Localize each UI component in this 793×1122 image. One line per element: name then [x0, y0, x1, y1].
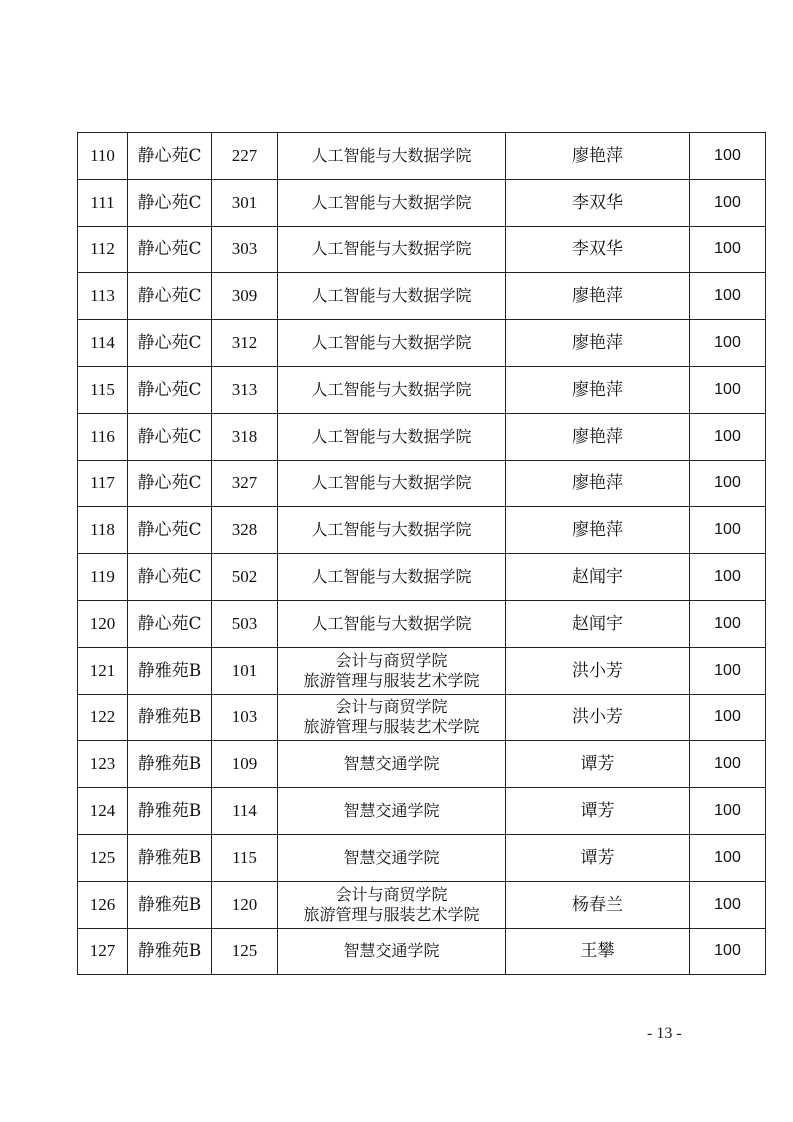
- score-cell: 100: [690, 133, 766, 180]
- table-row: [78, 834, 766, 881]
- college-cell: [278, 413, 506, 460]
- table-row: [78, 320, 766, 367]
- building-cell: 静雅苑B: [128, 647, 212, 694]
- building-cell: 静心苑C: [128, 226, 212, 273]
- college-name: 旅游管理与服装艺术学院: [303, 670, 480, 690]
- row-number-cell: 116: [78, 413, 128, 460]
- building-cell: 静心苑C: [128, 460, 212, 507]
- row-number-cell: 121: [78, 647, 128, 694]
- building-cell: 静心苑C: [128, 554, 212, 601]
- college-cell: [278, 460, 506, 507]
- college-name: 会计与商贸学院: [335, 650, 448, 670]
- room-cell: 101: [212, 647, 278, 694]
- college-cell: [278, 133, 506, 180]
- building-cell: 静心苑C: [128, 320, 212, 367]
- teacher-cell: 洪小芳: [506, 694, 690, 741]
- college-name: 人工智能与大数据学院: [311, 192, 472, 212]
- college-name: 智慧交通学院: [343, 941, 440, 961]
- row-number-cell: 120: [78, 600, 128, 647]
- score-cell: 100: [690, 320, 766, 367]
- building-cell: 静雅苑B: [128, 694, 212, 741]
- table-body: [78, 133, 766, 975]
- table-row: [78, 647, 766, 694]
- table-row: [78, 413, 766, 460]
- room-cell: 503: [212, 600, 278, 647]
- row-number-cell: 113: [78, 273, 128, 320]
- table-row: [78, 928, 766, 975]
- teacher-cell: 谭芳: [506, 788, 690, 835]
- dormitory-score-table: [77, 132, 766, 975]
- score-cell: 100: [690, 834, 766, 881]
- score-cell: 100: [690, 881, 766, 928]
- college-name: 人工智能与大数据学院: [311, 473, 472, 493]
- college-name: 人工智能与大数据学院: [311, 145, 472, 165]
- row-number-cell: 124: [78, 788, 128, 835]
- building-cell: 静雅苑B: [128, 741, 212, 788]
- table-row: [78, 460, 766, 507]
- row-number-cell: 125: [78, 834, 128, 881]
- college-cell: [278, 647, 506, 694]
- college-name: 旅游管理与服装艺术学院: [303, 717, 480, 737]
- table-row: [78, 507, 766, 554]
- college-cell: [278, 741, 506, 788]
- teacher-cell: 洪小芳: [506, 647, 690, 694]
- row-number-cell: 122: [78, 694, 128, 741]
- teacher-cell: 杨春兰: [506, 881, 690, 928]
- college-cell: [278, 366, 506, 413]
- table-row: [78, 881, 766, 928]
- table-row: [78, 600, 766, 647]
- room-cell: 115: [212, 834, 278, 881]
- college-cell: [278, 273, 506, 320]
- college-name: 人工智能与大数据学院: [311, 567, 472, 587]
- row-number-cell: 127: [78, 928, 128, 975]
- college-cell: [278, 179, 506, 226]
- college-cell: [278, 554, 506, 601]
- row-number-cell: 119: [78, 554, 128, 601]
- building-cell: 静雅苑B: [128, 928, 212, 975]
- table-row: [78, 694, 766, 741]
- college-name: 智慧交通学院: [343, 801, 440, 821]
- college-name: 人工智能与大数据学院: [311, 520, 472, 540]
- room-cell: 312: [212, 320, 278, 367]
- score-cell: 100: [690, 507, 766, 554]
- score-cell: 100: [690, 928, 766, 975]
- teacher-cell: 廖艳萍: [506, 460, 690, 507]
- row-number-cell: 110: [78, 133, 128, 180]
- row-number-cell: 114: [78, 320, 128, 367]
- teacher-cell: 谭芳: [506, 834, 690, 881]
- score-cell: 100: [690, 554, 766, 601]
- college-cell: [278, 694, 506, 741]
- score-cell: 100: [690, 226, 766, 273]
- teacher-cell: 谭芳: [506, 741, 690, 788]
- college-name: 人工智能与大数据学院: [311, 379, 472, 399]
- room-cell: 309: [212, 273, 278, 320]
- college-name: 人工智能与大数据学院: [311, 239, 472, 259]
- college-name: 智慧交通学院: [343, 754, 440, 774]
- row-number-cell: 123: [78, 741, 128, 788]
- teacher-cell: 廖艳萍: [506, 366, 690, 413]
- table-row: [78, 179, 766, 226]
- room-cell: 327: [212, 460, 278, 507]
- college-name: 会计与商贸学院: [335, 884, 448, 904]
- teacher-cell: 李双华: [506, 226, 690, 273]
- building-cell: 静心苑C: [128, 600, 212, 647]
- building-cell: 静雅苑B: [128, 834, 212, 881]
- room-cell: 301: [212, 179, 278, 226]
- room-cell: 502: [212, 554, 278, 601]
- building-cell: 静心苑C: [128, 133, 212, 180]
- teacher-cell: 廖艳萍: [506, 273, 690, 320]
- building-cell: 静心苑C: [128, 179, 212, 226]
- college-name: 人工智能与大数据学院: [311, 333, 472, 353]
- score-cell: 100: [690, 694, 766, 741]
- college-cell: [278, 226, 506, 273]
- building-cell: 静心苑C: [128, 507, 212, 554]
- score-cell: 100: [690, 788, 766, 835]
- teacher-cell: 李双华: [506, 179, 690, 226]
- score-cell: 100: [690, 647, 766, 694]
- room-cell: 109: [212, 741, 278, 788]
- row-number-cell: 112: [78, 226, 128, 273]
- college-cell: [278, 834, 506, 881]
- score-cell: 100: [690, 366, 766, 413]
- teacher-cell: 廖艳萍: [506, 507, 690, 554]
- table-row: [78, 273, 766, 320]
- building-cell: 静心苑C: [128, 366, 212, 413]
- college-name: 人工智能与大数据学院: [311, 286, 472, 306]
- row-number-cell: 111: [78, 179, 128, 226]
- room-cell: 303: [212, 226, 278, 273]
- teacher-cell: 廖艳萍: [506, 133, 690, 180]
- table-row: [78, 133, 766, 180]
- college-cell: [278, 881, 506, 928]
- row-number-cell: 117: [78, 460, 128, 507]
- score-cell: 100: [690, 741, 766, 788]
- college-name: 人工智能与大数据学院: [311, 613, 472, 633]
- score-cell: 100: [690, 600, 766, 647]
- score-cell: 100: [690, 413, 766, 460]
- score-cell: 100: [690, 460, 766, 507]
- table-row: [78, 788, 766, 835]
- room-cell: 328: [212, 507, 278, 554]
- room-cell: 125: [212, 928, 278, 975]
- college-cell: [278, 928, 506, 975]
- teacher-cell: 廖艳萍: [506, 413, 690, 460]
- room-cell: 313: [212, 366, 278, 413]
- score-cell: 100: [690, 273, 766, 320]
- room-cell: 318: [212, 413, 278, 460]
- building-cell: 静雅苑B: [128, 881, 212, 928]
- table-row: [78, 226, 766, 273]
- college-cell: [278, 320, 506, 367]
- college-cell: [278, 600, 506, 647]
- table-row: [78, 366, 766, 413]
- table-row: [78, 554, 766, 601]
- teacher-cell: 赵闻宇: [506, 600, 690, 647]
- college-cell: [278, 507, 506, 554]
- teacher-cell: 王攀: [506, 928, 690, 975]
- college-name: 会计与商贸学院: [335, 697, 448, 717]
- room-cell: 103: [212, 694, 278, 741]
- room-cell: 227: [212, 133, 278, 180]
- row-number-cell: 115: [78, 366, 128, 413]
- teacher-cell: 廖艳萍: [506, 320, 690, 367]
- row-number-cell: 118: [78, 507, 128, 554]
- page-number: - 13 -: [647, 1025, 682, 1042]
- room-cell: 114: [212, 788, 278, 835]
- building-cell: 静心苑C: [128, 273, 212, 320]
- room-cell: 120: [212, 881, 278, 928]
- teacher-cell: 赵闻宇: [506, 554, 690, 601]
- college-name: 智慧交通学院: [343, 847, 440, 867]
- college-cell: [278, 788, 506, 835]
- building-cell: 静心苑C: [128, 413, 212, 460]
- building-cell: 静雅苑B: [128, 788, 212, 835]
- college-name: 旅游管理与服装艺术学院: [303, 904, 480, 924]
- score-cell: 100: [690, 179, 766, 226]
- college-name: 人工智能与大数据学院: [311, 426, 472, 446]
- table-row: [78, 741, 766, 788]
- row-number-cell: 126: [78, 881, 128, 928]
